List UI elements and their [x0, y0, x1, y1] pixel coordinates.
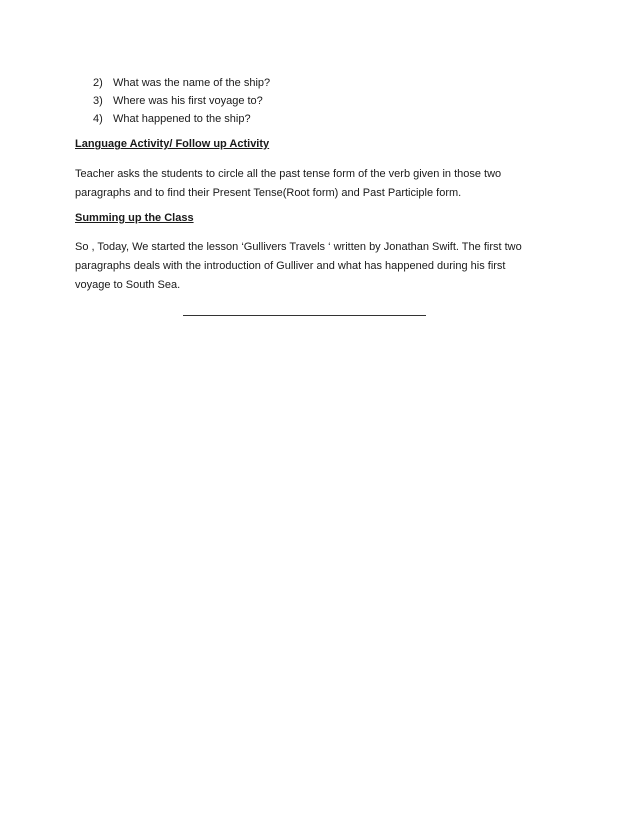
paragraph-line: paragraphs deals with the introduction of Gulliver and what has happened during his first — [75, 260, 506, 272]
list-number: 4) — [93, 113, 103, 125]
language-activity-heading: Language Activity/ Follow up Activity — [75, 138, 270, 150]
paragraph-line: paragraphs and to find their Present Tense(Root form) and Past Participle form. — [75, 187, 462, 199]
paragraph-line: voyage to South Sea. — [75, 279, 181, 291]
paragraph-line: Teacher asks the students to circle all the past tense form of the verb given in those two — [75, 168, 502, 180]
list-number: 3) — [93, 95, 103, 107]
paragraph-line: So , Today, We started the lesson ‘Gullivers Travels ‘ written by Jonathan Swift. The first two — [75, 241, 522, 253]
summing-up-paragraph — [75, 238, 575, 295]
list-item — [93, 74, 270, 92]
question-text: Where was his first voyage to? — [113, 95, 263, 107]
language-activity-paragraph — [75, 165, 575, 203]
question-text: What was the name of the ship? — [113, 77, 271, 89]
list-item — [93, 110, 270, 128]
question-list — [93, 74, 270, 128]
list-item — [93, 92, 270, 110]
summing-up-heading: Summing up the Class — [75, 212, 194, 224]
question-text: What happened to the ship? — [113, 113, 251, 125]
end-divider-line — [183, 315, 426, 316]
list-number: 2) — [93, 77, 103, 89]
